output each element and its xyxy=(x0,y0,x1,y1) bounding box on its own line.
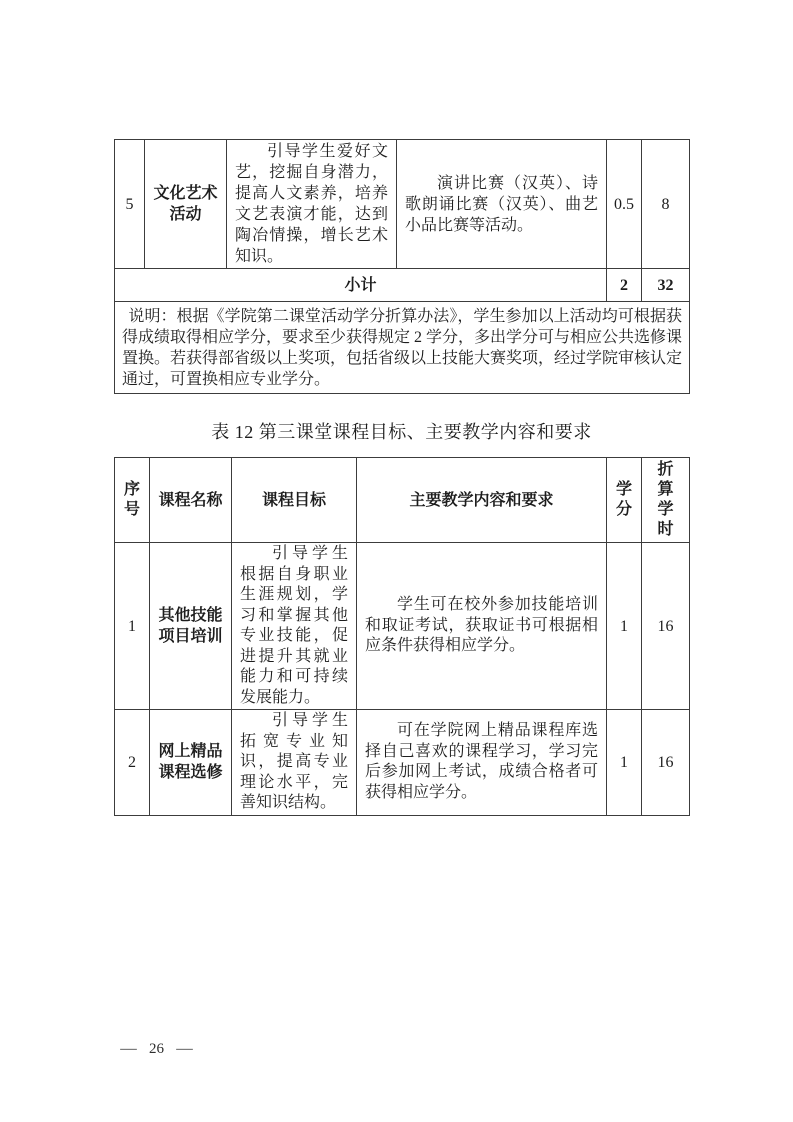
footer-left-dash: — xyxy=(120,1041,137,1057)
row-index: 2 xyxy=(115,710,150,816)
header-course-objective: 课程目标 xyxy=(232,458,357,543)
activity-credit: 0.5 xyxy=(607,140,642,269)
second-classroom-table xyxy=(114,139,690,394)
page-footer xyxy=(121,1041,192,1058)
table-row xyxy=(115,140,690,269)
row-index: 1 xyxy=(115,543,150,710)
subtotal-hours: 32 xyxy=(642,269,690,302)
note-row xyxy=(115,302,690,394)
course-content: 可在学院网上精品课程库选择自己喜欢的课程学习，学习完后参加网上考试，成绩合格者可获得相应学分。 xyxy=(357,710,607,816)
activity-objective: 引导学生爱好文艺，挖掘自身潜力，提高人文素养，培养文艺表演才能，达到陶冶情操，增长艺术知识。 xyxy=(227,140,397,269)
subtotal-label: 小计 xyxy=(115,269,607,302)
header-hours-label: 折算学时 xyxy=(657,461,674,538)
activity-content: 演讲比赛（汉英）、诗歌朗诵比赛（汉英）、曲艺小品比赛等活动。 xyxy=(397,140,607,269)
activity-name: 文化艺术活动 xyxy=(145,140,227,269)
row-index: 5 xyxy=(115,140,145,269)
table-row xyxy=(115,543,690,710)
header-row xyxy=(115,458,690,543)
header-course-content: 主要教学内容和要求 xyxy=(357,458,607,543)
course-content: 学生可在校外参加技能培训和取证考试，获取证书可根据相应条件获得相应学分。 xyxy=(357,543,607,710)
course-credit: 1 xyxy=(607,710,642,816)
course-hours: 16 xyxy=(642,543,690,710)
course-hours: 16 xyxy=(642,710,690,816)
course-name: 其他技能项目培训 xyxy=(150,543,232,710)
table-note: 说明：根据《学院第二课堂活动学分折算办法》，学生参加以上活动均可根据获得成绩取得相应学分，要求至少获得规定 2 学分，多出学分可与相应公共选修课置换。若获得部省级以上奖项，包括省级以上技能大赛奖项，经过学院审核认定通过，可置换相应专业学分。 xyxy=(115,302,690,394)
table-row xyxy=(115,710,690,816)
subtotal-credit: 2 xyxy=(607,269,642,302)
course-credit: 1 xyxy=(607,543,642,710)
course-objective: 引导学生根据自身职业生涯规划，学习和掌握其他专业技能，促进提升其就业能力和可持续发展能力。 xyxy=(232,543,357,710)
header-hours xyxy=(642,458,690,543)
activity-hours: 8 xyxy=(642,140,690,269)
footer-right-dash: — xyxy=(176,1041,193,1057)
document-body xyxy=(114,139,689,816)
page-number: 26 xyxy=(149,1041,164,1057)
header-index-label: 序号 xyxy=(123,481,140,518)
third-classroom-table xyxy=(114,457,690,816)
table-caption: 表 12 第三课堂课程目标、主要教学内容和要求 xyxy=(211,422,592,442)
header-credit xyxy=(607,458,642,543)
header-course-name: 课程名称 xyxy=(150,458,232,543)
header-credit-label: 学分 xyxy=(615,481,632,518)
course-objective: 引导学生拓宽专业知识，提高专业理论水平，完善知识结构。 xyxy=(232,710,357,816)
header-index xyxy=(115,458,150,543)
subtotal-row xyxy=(115,269,690,302)
course-name: 网上精品课程选修 xyxy=(150,710,232,816)
